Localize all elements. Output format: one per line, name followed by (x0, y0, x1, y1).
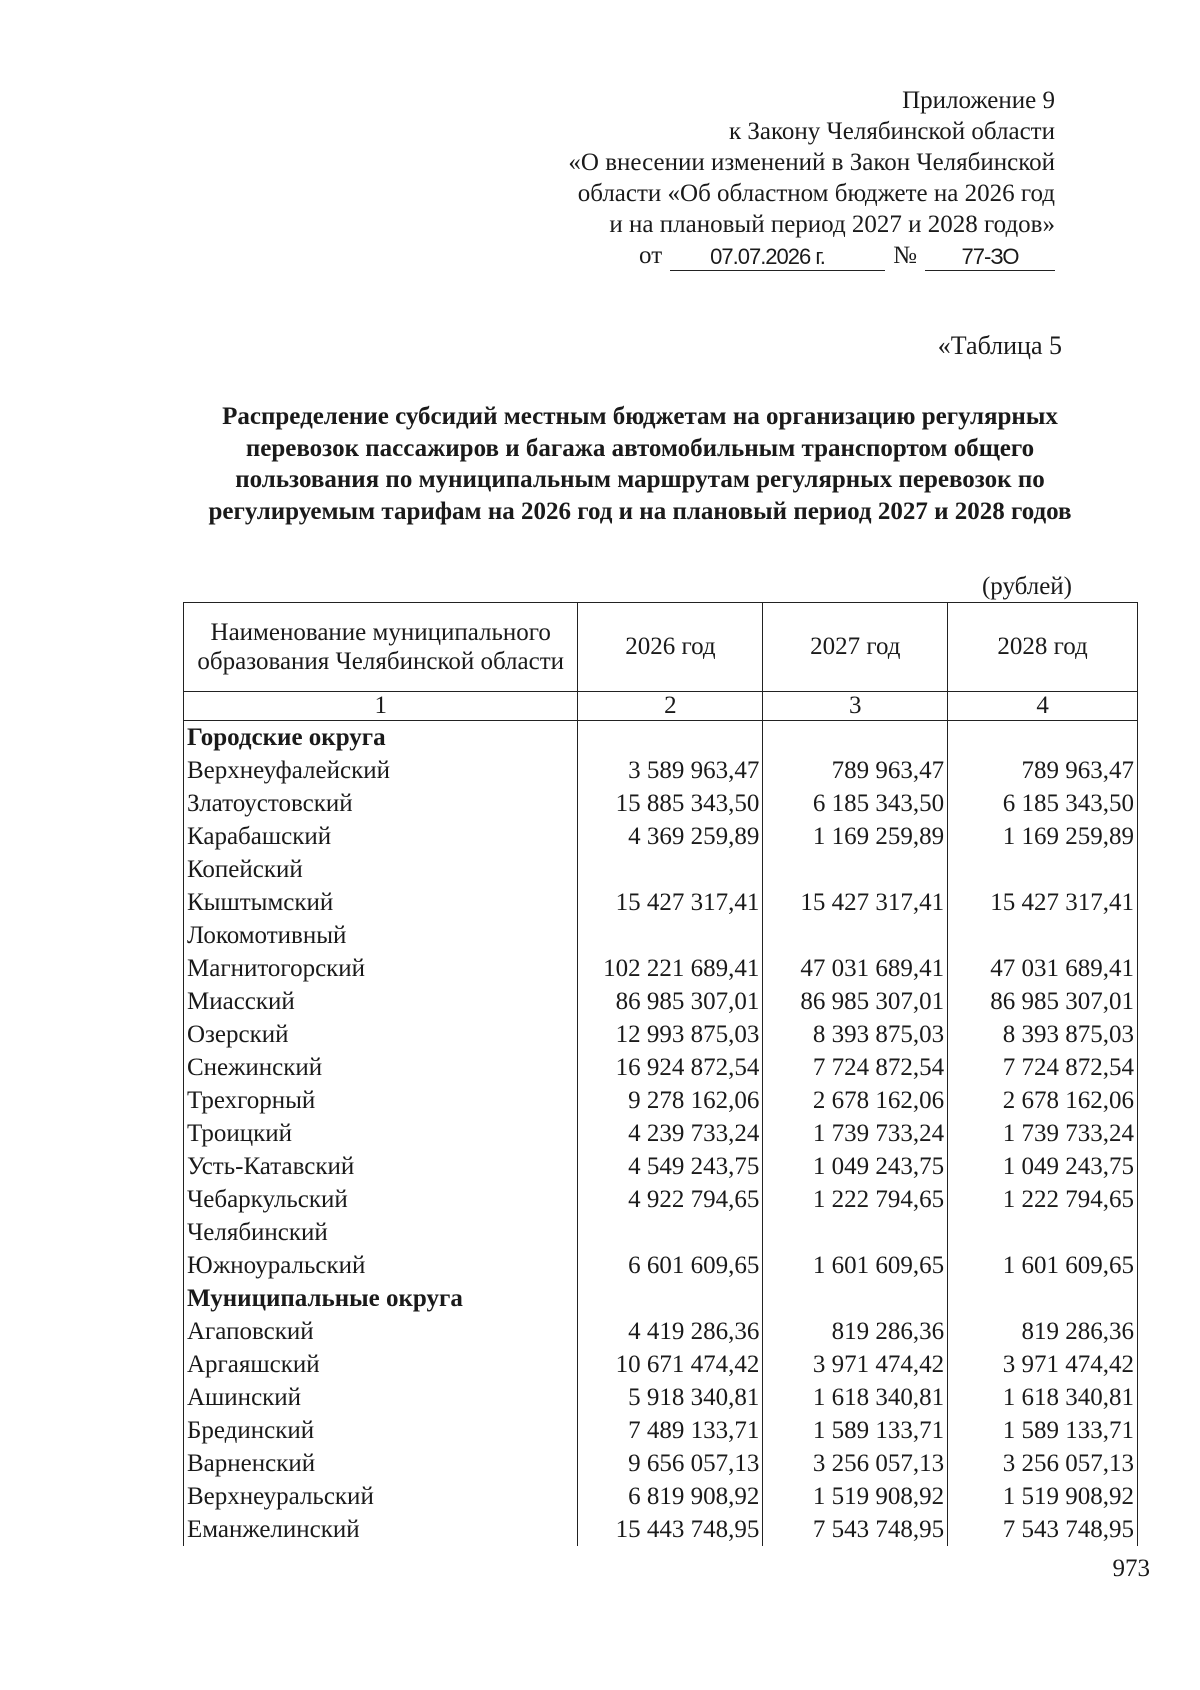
municipality-name-cell: Агаповский (184, 1315, 578, 1348)
law-date: 07.07.2026 г. (670, 244, 885, 271)
municipality-name-cell: Аргаяшский (184, 1348, 578, 1381)
value-2028-cell: 86 985 307,01 (948, 985, 1138, 1018)
municipality-name-cell: Локомотивный (184, 919, 578, 952)
value-2026-cell: 86 985 307,01 (578, 985, 763, 1018)
value-2028-cell (948, 1282, 1138, 1315)
value-2027-cell: 1 618 340,81 (763, 1381, 948, 1414)
value-2026-cell: 12 993 875,03 (578, 1018, 763, 1051)
municipality-name-cell: Верхнеуральский (184, 1480, 578, 1513)
value-2027-cell: 15 427 317,41 (763, 886, 948, 919)
municipality-name-cell: Озерский (184, 1018, 578, 1051)
table-row (184, 787, 1138, 820)
municipality-name-cell: Городские округа (184, 721, 578, 755)
value-2028-cell: 1 618 340,81 (948, 1381, 1138, 1414)
value-2028-cell: 819 286,36 (948, 1315, 1138, 1348)
municipality-name-cell: Муниципальные округа (184, 1282, 578, 1315)
municipality-name-cell: Златоустовский (184, 787, 578, 820)
value-2027-cell (763, 1216, 948, 1249)
value-2028-cell: 1 169 259,89 (948, 820, 1138, 853)
value-2026-cell: 4 549 243,75 (578, 1150, 763, 1183)
value-2026-cell: 9 656 057,13 (578, 1447, 763, 1480)
table-row (184, 1315, 1138, 1348)
value-2028-cell: 1 601 609,65 (948, 1249, 1138, 1282)
column-number-row (184, 692, 1138, 721)
table-row (184, 952, 1138, 985)
value-2028-cell: 3 971 474,42 (948, 1348, 1138, 1381)
number-prefix: № (893, 242, 917, 269)
table-row (184, 1018, 1138, 1051)
municipality-name-cell: Чебаркульский (184, 1183, 578, 1216)
value-2026-cell: 4 239 733,24 (578, 1117, 763, 1150)
value-2026-cell (578, 721, 763, 755)
municipality-name-cell: Троицкий (184, 1117, 578, 1150)
section-row (184, 721, 1138, 755)
value-2027-cell (763, 919, 948, 952)
municipality-name-cell: Снежинский (184, 1051, 578, 1084)
value-2027-cell: 819 286,36 (763, 1315, 948, 1348)
municipality-name-cell: Еманжелинский (184, 1513, 578, 1546)
value-2027-cell: 1 739 733,24 (763, 1117, 948, 1150)
value-2027-cell: 47 031 689,41 (763, 952, 948, 985)
column-number: 2 (578, 692, 763, 721)
value-2028-cell (948, 1216, 1138, 1249)
value-2027-cell: 86 985 307,01 (763, 985, 948, 1018)
column-header-name: Наименование муниципального образования Челябинской области (184, 603, 578, 692)
table-row (184, 754, 1138, 787)
value-2028-cell: 1 589 133,71 (948, 1414, 1138, 1447)
table-row (184, 820, 1138, 853)
value-2028-cell: 1 739 733,24 (948, 1117, 1138, 1150)
value-2026-cell: 3 589 963,47 (578, 754, 763, 787)
table-row (184, 985, 1138, 1018)
law-number: 77-ЗО (925, 244, 1055, 271)
value-2026-cell: 6 819 908,92 (578, 1480, 763, 1513)
header-line: области «Об областном бюджете на 2026 год (577, 180, 1055, 207)
table-label: «Таблица 5 (937, 331, 1062, 360)
page-number: 973 (1112, 1555, 1150, 1582)
value-2028-cell: 7 724 872,54 (948, 1051, 1138, 1084)
value-2027-cell: 1 601 609,65 (763, 1249, 948, 1282)
value-2027-cell: 3 256 057,13 (763, 1447, 948, 1480)
municipality-name-cell: Южноуральский (184, 1249, 578, 1282)
value-2028-cell: 2 678 162,06 (948, 1084, 1138, 1117)
value-2027-cell: 7 543 748,95 (763, 1513, 948, 1546)
municipality-name-cell: Трехгорный (184, 1084, 578, 1117)
document-title: Распределение субсидий местным бюджетам на организацию регулярных перевозок пассажиров и багажа автомобильным транспортом общего пользования по муниципальным маршрутам регулярных перевозок по регулируемым тарифам на 2026 год и на плановый период 2027 и 2028 годов (208, 403, 1072, 525)
value-2026-cell (578, 919, 763, 952)
table-row (184, 1348, 1138, 1381)
column-number: 1 (184, 692, 578, 721)
value-2028-cell: 47 031 689,41 (948, 952, 1138, 985)
header-line: и на плановый период 2027 и 2028 годов» (609, 211, 1055, 238)
column-header-2028: 2028 год (948, 603, 1138, 692)
table-row (184, 1414, 1138, 1447)
value-2027-cell: 1 589 133,71 (763, 1414, 948, 1447)
date-prefix: от (639, 242, 663, 269)
value-2027-cell: 1 169 259,89 (763, 820, 948, 853)
value-2026-cell: 5 918 340,81 (578, 1381, 763, 1414)
value-2028-cell: 15 427 317,41 (948, 886, 1138, 919)
table-row (184, 1447, 1138, 1480)
value-2026-cell (578, 853, 763, 886)
table-row (184, 1084, 1138, 1117)
value-2027-cell: 7 724 872,54 (763, 1051, 948, 1084)
value-2026-cell: 10 671 474,42 (578, 1348, 763, 1381)
value-2027-cell (763, 853, 948, 886)
value-2026-cell: 4 369 259,89 (578, 820, 763, 853)
table-row (184, 853, 1138, 886)
value-2028-cell: 6 185 343,50 (948, 787, 1138, 820)
table-row (184, 1513, 1138, 1546)
value-2028-cell: 1 519 908,92 (948, 1480, 1138, 1513)
header-line: «О внесении изменений в Закон Челябинской (568, 149, 1055, 176)
value-2027-cell: 789 963,47 (763, 754, 948, 787)
column-header-2026: 2026 год (578, 603, 763, 692)
header-line: к Закону Челябинской области (729, 118, 1055, 145)
value-2026-cell: 16 924 872,54 (578, 1051, 763, 1084)
table-row (184, 1249, 1138, 1282)
value-2027-cell: 1 222 794,65 (763, 1183, 948, 1216)
value-2028-cell (948, 853, 1138, 886)
appendix-header (495, 85, 1055, 271)
table-header-row (184, 603, 1138, 692)
value-2026-cell (578, 1282, 763, 1315)
value-2026-cell: 15 885 343,50 (578, 787, 763, 820)
municipality-name-cell: Магнитогорский (184, 952, 578, 985)
value-2028-cell (948, 721, 1138, 755)
municipality-name-cell: Карабашский (184, 820, 578, 853)
value-2027-cell: 1 049 243,75 (763, 1150, 948, 1183)
value-2028-cell: 8 393 875,03 (948, 1018, 1138, 1051)
section-row (184, 1282, 1138, 1315)
value-2028-cell (948, 919, 1138, 952)
municipality-name-cell: Кыштымский (184, 886, 578, 919)
column-number: 4 (948, 692, 1138, 721)
value-2027-cell: 1 519 908,92 (763, 1480, 948, 1513)
table-row (184, 886, 1138, 919)
units-label: (рублей) (981, 573, 1072, 600)
column-header-2027: 2027 год (763, 603, 948, 692)
column-number: 3 (763, 692, 948, 721)
municipality-name-cell: Копейский (184, 853, 578, 886)
value-2026-cell: 7 489 133,71 (578, 1414, 763, 1447)
table-row (184, 1216, 1138, 1249)
value-2026-cell: 4 419 286,36 (578, 1315, 763, 1348)
table-row (184, 1150, 1138, 1183)
value-2027-cell: 8 393 875,03 (763, 1018, 948, 1051)
value-2027-cell (763, 1282, 948, 1315)
value-2027-cell: 6 185 343,50 (763, 787, 948, 820)
value-2027-cell (763, 721, 948, 755)
value-2026-cell: 4 922 794,65 (578, 1183, 763, 1216)
table-row (184, 1183, 1138, 1216)
law-date-number-line (495, 240, 1055, 271)
value-2026-cell: 15 443 748,95 (578, 1513, 763, 1546)
value-2026-cell: 9 278 162,06 (578, 1084, 763, 1117)
municipality-name-cell: Миасский (184, 985, 578, 1018)
table-row (184, 1381, 1138, 1414)
table-body (184, 721, 1138, 1547)
municipality-name-cell: Брединский (184, 1414, 578, 1447)
value-2026-cell: 6 601 609,65 (578, 1249, 763, 1282)
header-line: Приложение 9 (902, 87, 1055, 114)
table-row (184, 1117, 1138, 1150)
subsidy-table (183, 602, 1138, 1546)
value-2026-cell (578, 1216, 763, 1249)
value-2028-cell: 1 049 243,75 (948, 1150, 1138, 1183)
municipality-name-cell: Челябинский (184, 1216, 578, 1249)
value-2028-cell: 7 543 748,95 (948, 1513, 1138, 1546)
municipality-name-cell: Ашинский (184, 1381, 578, 1414)
municipality-name-cell: Варненский (184, 1447, 578, 1480)
table-row (184, 1051, 1138, 1084)
value-2026-cell: 102 221 689,41 (578, 952, 763, 985)
value-2027-cell: 3 971 474,42 (763, 1348, 948, 1381)
value-2028-cell: 3 256 057,13 (948, 1447, 1138, 1480)
value-2027-cell: 2 678 162,06 (763, 1084, 948, 1117)
table-row (184, 919, 1138, 952)
value-2028-cell: 789 963,47 (948, 754, 1138, 787)
municipality-name-cell: Усть-Катавский (184, 1150, 578, 1183)
value-2026-cell: 15 427 317,41 (578, 886, 763, 919)
value-2028-cell: 1 222 794,65 (948, 1183, 1138, 1216)
table-row (184, 1480, 1138, 1513)
municipality-name-cell: Верхнеуфалейский (184, 754, 578, 787)
